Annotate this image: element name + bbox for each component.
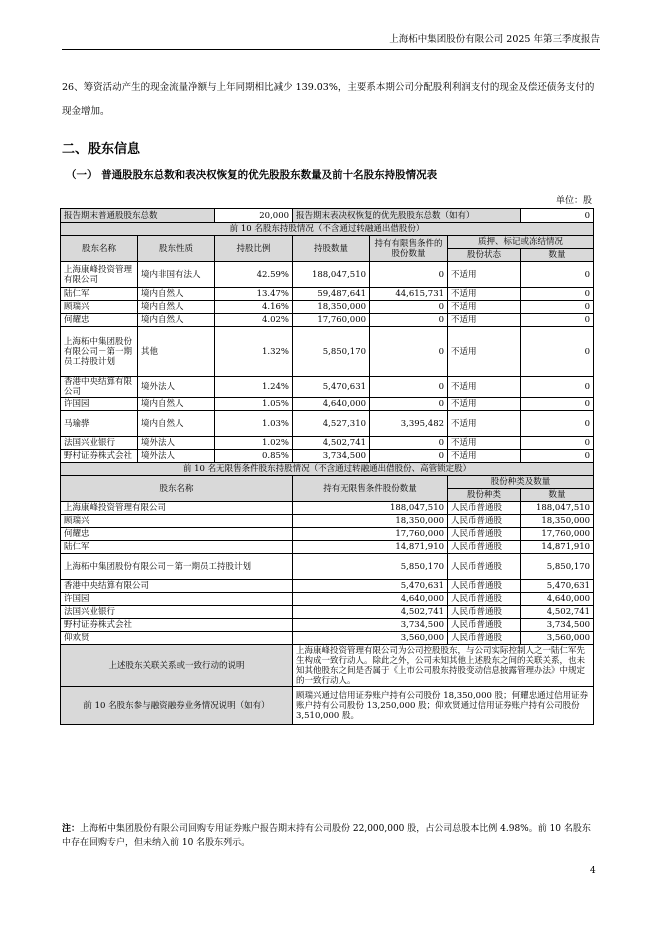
share-type: 人民币普通股	[448, 541, 521, 554]
share-num: 14,871,910	[521, 541, 594, 554]
holder-ratio: 42.59%	[215, 262, 293, 288]
table-row	[61, 398, 594, 411]
holder-qty: 188,047,510	[293, 262, 370, 288]
holder-ratio: 1.02%	[215, 437, 293, 450]
holder-nature: 其他	[138, 327, 215, 377]
holder-ratio: 0.85%	[215, 450, 293, 463]
unres-holder-qty: 3,560,000	[293, 632, 448, 645]
header-rule	[62, 49, 600, 50]
holder-ratio: 4.02%	[215, 314, 293, 327]
table-row	[61, 593, 594, 606]
holder-restricted: 44,615,731	[370, 288, 448, 301]
table-row	[61, 619, 594, 632]
pledge-status: 不适用	[448, 377, 521, 398]
share-num: 3,734,500	[521, 619, 594, 632]
holder-nature: 境内非国有法人	[138, 262, 215, 288]
col-header-name: 股东名称	[61, 236, 138, 262]
table-row	[61, 541, 594, 554]
holder-name: 顾瑞兴	[61, 301, 138, 314]
holder-name: 香港中央结算有限公司	[61, 377, 138, 398]
unres-holder-name: 陆仁军	[61, 541, 293, 554]
col-header-pledge-status: 股份状态	[448, 249, 521, 262]
table-row	[61, 301, 594, 314]
pledge-qty: 0	[521, 301, 594, 314]
pledge-status: 不适用	[448, 327, 521, 377]
pref-holders-value: 0	[521, 209, 594, 223]
table-row	[61, 515, 594, 528]
share-num: 18,350,000	[521, 515, 594, 528]
total-holders-value: 20,000	[215, 209, 293, 223]
share-num: 17,760,000	[521, 528, 594, 541]
section-title: 二、股东信息	[62, 142, 141, 157]
page-number: 4	[590, 866, 596, 876]
holder-nature: 境内自然人	[138, 288, 215, 301]
share-type: 人民币普通股	[448, 580, 521, 593]
footnote	[62, 822, 592, 850]
pledge-status: 不适用	[448, 450, 521, 463]
total-holders-label: 报告期末普通股股东总数	[61, 209, 215, 223]
unit-label: 单位：股	[555, 196, 592, 206]
unres-holder-name: 许国园	[61, 593, 293, 606]
holder-ratio: 1.24%	[215, 377, 293, 398]
holder-name: 野村证券株式会社	[61, 450, 138, 463]
pledge-qty: 0	[521, 314, 594, 327]
table-row	[61, 262, 594, 288]
share-num: 5,850,170	[521, 554, 594, 580]
pledge-status: 不适用	[448, 398, 521, 411]
holder-nature: 境内自然人	[138, 411, 215, 437]
unres-holder-qty: 18,350,000	[293, 515, 448, 528]
share-type: 人民币普通股	[448, 515, 521, 528]
holder-nature: 境外法人	[138, 437, 215, 450]
table-row	[61, 327, 594, 377]
holder-name: 马瑜骅	[61, 411, 138, 437]
pledge-qty: 0	[521, 288, 594, 301]
holder-qty: 5,850,170	[293, 327, 370, 377]
holder-qty: 5,470,631	[293, 377, 370, 398]
holder-nature: 境外法人	[138, 450, 215, 463]
holder-restricted: 0	[370, 301, 448, 314]
pledge-status: 不适用	[448, 262, 521, 288]
unres-holder-name: 上海柘中集团股份有限公司－第一期员工持股计划	[61, 554, 293, 580]
holder-name: 许国园	[61, 398, 138, 411]
pledge-qty: 0	[521, 450, 594, 463]
holder-restricted: 0	[370, 437, 448, 450]
col-header-pledge-qty: 数量	[521, 249, 594, 262]
share-num: 3,560,000	[521, 632, 594, 645]
unres-holder-qty: 4,640,000	[293, 593, 448, 606]
unres-holder-name: 仰欢贤	[61, 632, 293, 645]
col-header-share-num: 数量	[521, 489, 594, 502]
table-row	[61, 554, 594, 580]
unres-holder-name: 法国兴业银行	[61, 606, 293, 619]
holder-nature: 境内自然人	[138, 314, 215, 327]
unres-holder-qty: 17,760,000	[293, 528, 448, 541]
holder-nature: 境外法人	[138, 377, 215, 398]
holder-name: 法国兴业银行	[61, 437, 138, 450]
share-type: 人民币普通股	[448, 619, 521, 632]
subsection-title: （一） 普通股股东总数和表决权恢复的优先股股东数量及前十名股东持股情况表	[66, 169, 438, 181]
holder-restricted: 0	[370, 262, 448, 288]
holder-nature: 境内自然人	[138, 398, 215, 411]
holder-ratio: 4.16%	[215, 301, 293, 314]
table-row	[61, 377, 594, 398]
col-header-restricted: 持有有限售条件的股份数量	[370, 236, 448, 262]
share-type: 人民币普通股	[448, 606, 521, 619]
share-num: 4,502,741	[521, 606, 594, 619]
unres-holder-qty: 5,850,170	[293, 554, 448, 580]
footnote-prefix: 注：	[62, 824, 81, 834]
share-type: 人民币普通股	[448, 554, 521, 580]
holder-name: 上海康峰投资管理有限公司	[61, 262, 138, 288]
holder-restricted: 3,395,482	[370, 411, 448, 437]
table-row	[61, 450, 594, 463]
col-header-qty: 持股数量	[293, 236, 370, 262]
holder-ratio: 1.05%	[215, 398, 293, 411]
intro-paragraph: 26、筹资活动产生的现金流量净额与上年同期相比减少 139.03%，主要系本期公司分配股利利润支付的现金及偿还债务支付的现金增加。	[62, 82, 595, 117]
table-row	[61, 314, 594, 327]
pledge-qty: 0	[521, 262, 594, 288]
holder-qty: 4,502,741	[293, 437, 370, 450]
col-header-unres-qty: 持有无限售条件股份数量	[293, 476, 448, 502]
pledge-qty: 0	[521, 377, 594, 398]
pledge-status: 不适用	[448, 437, 521, 450]
holder-qty: 4,640,000	[293, 398, 370, 411]
holder-ratio: 1.32%	[215, 327, 293, 377]
holder-name: 陆仁军	[61, 288, 138, 301]
holder-name: 何耀忠	[61, 314, 138, 327]
col-header-unres-name: 股东名称	[61, 476, 293, 502]
table-row	[61, 411, 594, 437]
pledge-qty: 0	[521, 327, 594, 377]
share-type: 人民币普通股	[448, 632, 521, 645]
share-num: 5,470,631	[521, 580, 594, 593]
footnote-text: 上海柘中集团股份有限公司回购专用证券账户报告期末持有公司股份 22,000,000 股，占公司总股本比例 4.98%。前 10 名股东中存在回购专户，但未纳入前 10 名股东列示。	[62, 824, 591, 848]
holder-restricted: 0	[370, 377, 448, 398]
table-row	[61, 437, 594, 450]
holder-restricted: 0	[370, 314, 448, 327]
pledge-qty: 0	[521, 437, 594, 450]
unres-holder-name: 顾瑞兴	[61, 515, 293, 528]
table-row	[61, 580, 594, 593]
table-row	[61, 632, 594, 645]
unres-holder-qty: 4,502,741	[293, 606, 448, 619]
holder-ratio: 1.03%	[215, 411, 293, 437]
pledge-status: 不适用	[448, 301, 521, 314]
unres-holder-qty: 188,047,510	[293, 502, 448, 515]
relations-label: 上述股东关联关系或一致行动的说明	[61, 645, 293, 687]
pledge-status: 不适用	[448, 314, 521, 327]
unres-holder-qty: 3,734,500	[293, 619, 448, 632]
relations-text: 上海康峰投资管理有限公司为公司控股股东，与公司实际控制人之一陆仁军先生构成一致行动人。除此之外，公司未知其他上述股东之间的关联关系，也未知其他股东之间是否属于《上市公司股东持股变动信息披露管理办法》中规定的一致行动人。	[293, 645, 594, 687]
col-header-share-type: 股份种类	[448, 489, 521, 502]
holder-qty: 3,734,500	[293, 450, 370, 463]
holder-ratio: 13.47%	[215, 288, 293, 301]
holder-restricted: 0	[370, 450, 448, 463]
margin-label: 前 10 名股东参与融资融券业务情况说明（如有）	[61, 687, 293, 725]
holder-nature: 境内自然人	[138, 301, 215, 314]
share-type: 人民币普通股	[448, 502, 521, 515]
shareholder-table	[60, 208, 594, 725]
col-header-share-group: 股份种类及数量	[448, 476, 594, 489]
pref-holders-label: 报告期末表决权恢复的优先股股东总数（如有）	[293, 209, 521, 223]
holder-restricted: 0	[370, 398, 448, 411]
unres-holder-qty: 14,871,910	[293, 541, 448, 554]
share-type: 人民币普通股	[448, 528, 521, 541]
table-row	[61, 528, 594, 541]
holder-name: 上海柘中集团股份有限公司－第一期员工持股计划	[61, 327, 138, 377]
holder-qty: 59,487,641	[293, 288, 370, 301]
top10-caption: 前 10 名股东持股情况（不含通过转融通出借股份）	[61, 223, 594, 236]
share-num: 188,047,510	[521, 502, 594, 515]
share-num: 4,640,000	[521, 593, 594, 606]
unres-holder-name: 上海康峰投资管理有限公司	[61, 502, 293, 515]
holder-qty: 17,760,000	[293, 314, 370, 327]
unres-holder-qty: 5,470,631	[293, 580, 448, 593]
pledge-status: 不适用	[448, 411, 521, 437]
unres-holder-name: 何耀忠	[61, 528, 293, 541]
share-type: 人民币普通股	[448, 593, 521, 606]
pledge-status: 不适用	[448, 288, 521, 301]
holder-restricted: 0	[370, 327, 448, 377]
unrestricted-caption: 前 10 名无限售条件股东持股情况（不含通过转融通出借股份、高管锁定股）	[61, 463, 594, 476]
table-row	[61, 502, 594, 515]
margin-text: 顾瑞兴通过信用证券账户持有公司股份 18,350,000 股；何耀忠通过信用证券账户持有公司股份 13,250,000 股；仰欢贤通过信用证券账户持有公司股份 3,510,000 股。	[293, 687, 594, 725]
col-header-nature: 股东性质	[138, 236, 215, 262]
unres-holder-name: 香港中央结算有限公司	[61, 580, 293, 593]
unres-holder-name: 野村证券株式会社	[61, 619, 293, 632]
pledge-qty: 0	[521, 411, 594, 437]
table-row	[61, 606, 594, 619]
holder-qty: 4,527,310	[293, 411, 370, 437]
page-header: 上海柘中集团股份有限公司 2025 年第三季度报告	[389, 34, 600, 45]
col-header-ratio: 持股比例	[215, 236, 293, 262]
col-header-pledge-group: 质押、标记或冻结情况	[448, 236, 594, 249]
table-row	[61, 288, 594, 301]
holder-qty: 18,350,000	[293, 301, 370, 314]
pledge-qty: 0	[521, 398, 594, 411]
